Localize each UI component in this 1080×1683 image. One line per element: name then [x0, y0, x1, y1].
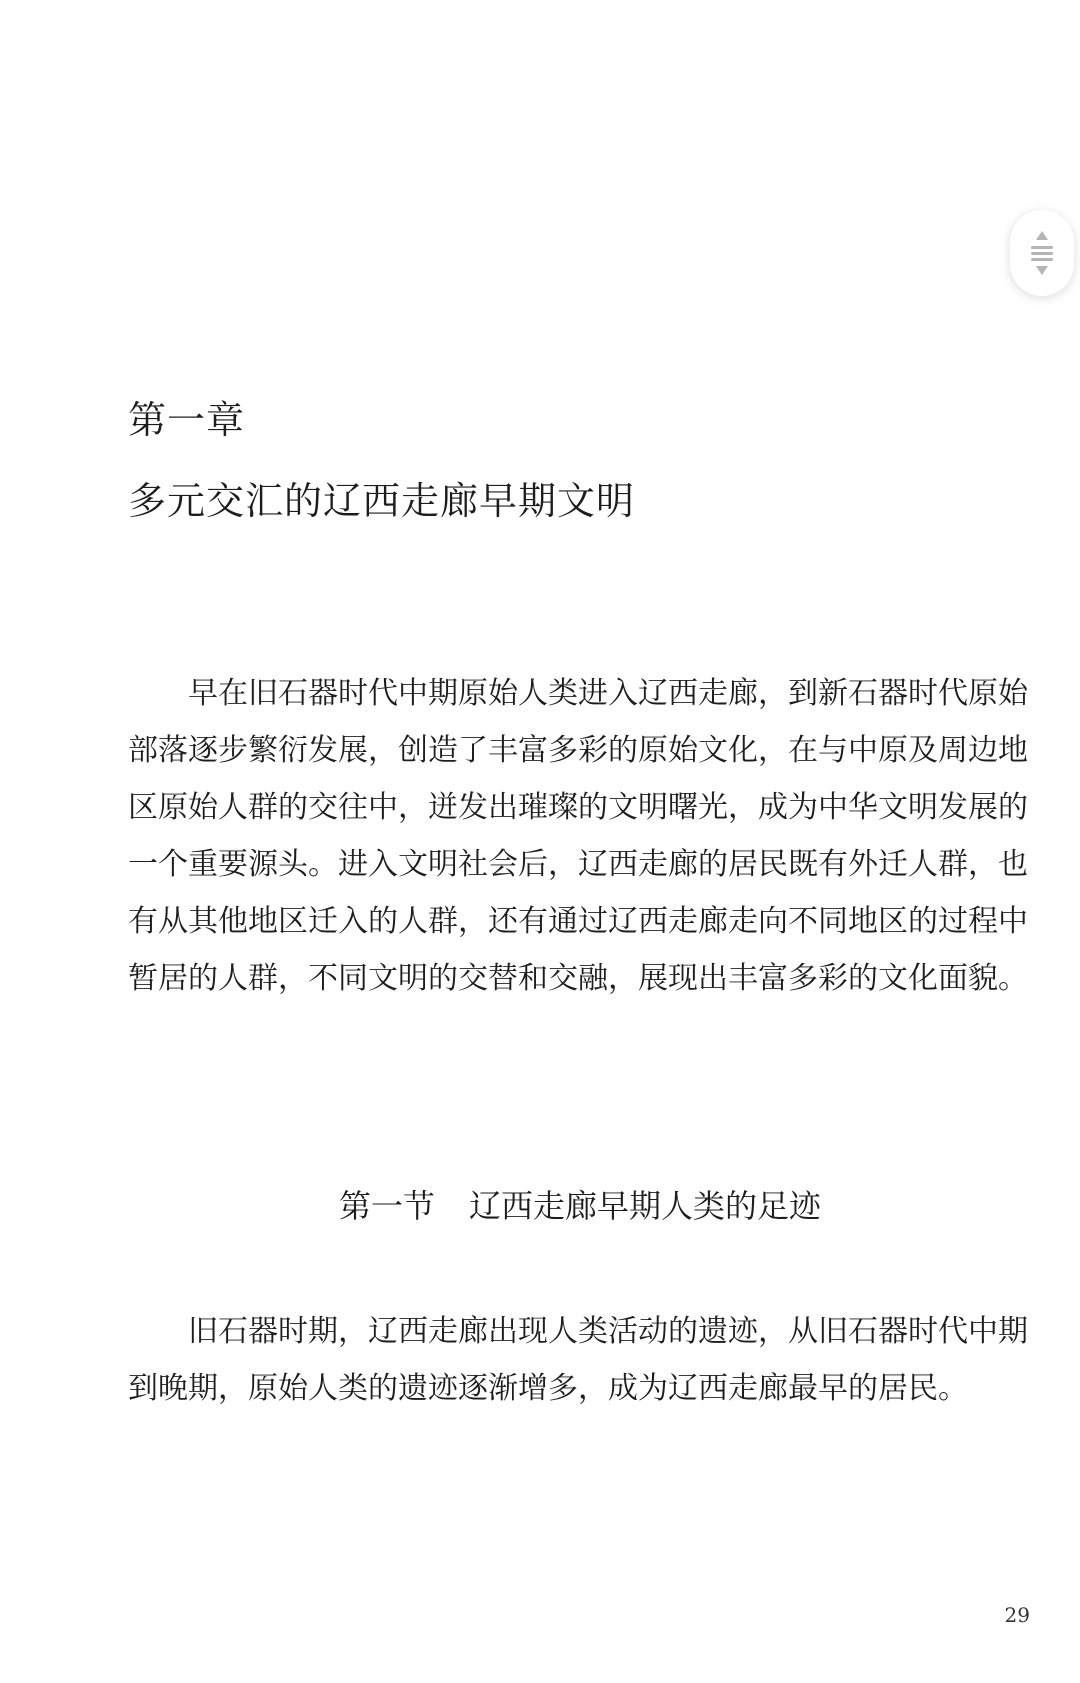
page-number: 29 [1004, 1603, 1030, 1627]
intro-paragraph: 早在旧石器时代中期原始人类进入辽西走廊，到新石器时代原始部落逐步繁衍发展，创造了丰富多彩的原始文化，在与中原及周边地区原始人群的交往中，迸发出璀璨的文明曙光，成为中华文明发展的一个重要源头。进入文明社会后，辽西走廊的居民既有外迁人群，也有从其他地区迁入的人群，还有通过辽西走廊走向不同地区的过程中暂居的人群，不同文明的交替和交融，展现出丰富多彩的文化面貌。 [128, 676, 1028, 996]
section-number: 第一节 [338, 1187, 435, 1225]
chapter-title: 多元交汇的辽西走廊早期文明 [128, 479, 636, 523]
section-heading [0, 1187, 1080, 1225]
section-paragraph: 旧石器时期，辽西走廊出现人类活动的遗迹，从旧石器时代中期到晚期，原始人类的遗迹逐渐增多，成为辽西走廊最早的居民。 [128, 1314, 1028, 1406]
chapter-label: 第一章 [128, 398, 246, 442]
section-title: 辽西走廊早期人类的足迹 [469, 1187, 822, 1225]
scroll-widget-button[interactable] [1010, 210, 1074, 296]
scroll-up-down-icon [1027, 228, 1057, 278]
